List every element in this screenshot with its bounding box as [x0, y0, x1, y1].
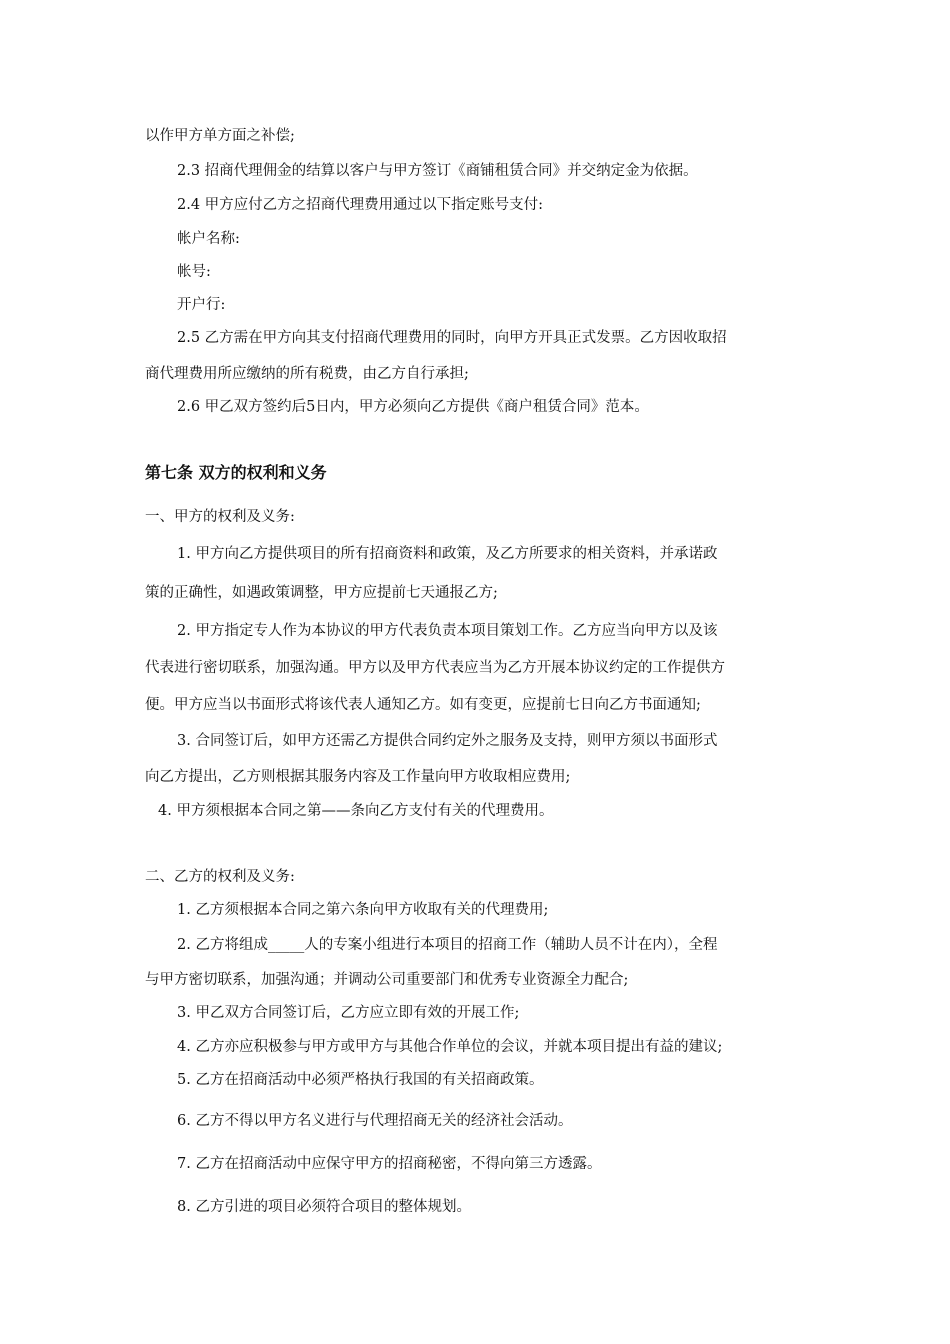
paragraph-line: 便。甲方应当以书面形式将该代表人通知乙方。如有变更，应提前七日向乙方书面通知; [145, 697, 701, 713]
party-b-item-3: 3. 甲乙双方合同签订后，乙方应立即有效的开展工作; [177, 1005, 520, 1021]
party-b-item-5: 5. 乙方在招商活动中必须严格执行我国的有关招商政策。 [177, 1072, 544, 1088]
clause-2-3: 2.3 招商代理佣金的结算以客户与甲方签订《商铺租赁合同》并交纳定金为依据。 [177, 163, 698, 179]
party-a-item-2: 2. 甲方指定专人作为本协议的甲方代表负责本项目策划工作。乙方应当向甲方以及该 [177, 623, 718, 639]
party-b-item-6: 6. 乙方不得以甲方名义进行与代理招商无关的经济社会活动。 [177, 1113, 573, 1129]
paragraph-line: 以作甲方单方面之补偿; [145, 128, 295, 144]
subsection-heading-party-b: 二、乙方的权利及义务: [145, 869, 295, 885]
account-number-label: 帐号: [177, 264, 211, 280]
party-b-item-2: 2. 乙方将组成_____人的专案小组进行本项目的招商工作（辅助人员不计在内），全程 [177, 937, 718, 953]
party-b-item-8: 8. 乙方引进的项目必须符合项目的整体规划。 [177, 1199, 471, 1215]
paragraph-line: 与甲方密切联系，加强沟通；并调动公司重要部门和优秀专业资源全力配合; [145, 972, 629, 988]
paragraph-line: 策的正确性，如遇政策调整，甲方应提前七天通报乙方; [145, 585, 498, 601]
clause-2-5: 2.5 乙方需在甲方向其支付招商代理费用的同时，向甲方开具正式发票。乙方因收取招 [177, 330, 727, 346]
party-b-item-7: 7. 乙方在招商活动中应保守甲方的招商秘密，不得向第三方透露。 [177, 1156, 602, 1172]
paragraph-line: 代表进行密切联系，加强沟通。甲方以及甲方代表应当为乙方开展本协议约定的工作提供方 [145, 660, 725, 676]
party-a-item-3: 3. 合同签订后，如甲方还需乙方提供合同约定外之服务及支持，则甲方须以书面形式 [177, 733, 718, 749]
party-a-item-1: 1. 甲方向乙方提供项目的所有招商资料和政策，及乙方所要求的相关资料，并承诺政 [177, 546, 718, 562]
party-b-item-4: 4. 乙方亦应积极参与甲方或甲方与其他合作单位的会议，并就本项目提出有益的建议; [177, 1039, 723, 1055]
paragraph-line: 向乙方提出，乙方则根据其服务内容及工作量向甲方收取相应费用; [145, 769, 571, 785]
party-a-item-4: 4. 甲方须根据本合同之第——条向乙方支付有关的代理费用。 [158, 803, 554, 819]
section-heading: 第七条 双方的权利和义务 [145, 463, 327, 482]
clause-2-6: 2.6 甲乙双方签约后5日内，甲方必须向乙方提供《商户租赁合同》范本。 [177, 399, 649, 415]
clause-2-4: 2.4 甲方应付乙方之招商代理费用通过以下指定账号支付: [177, 197, 544, 213]
account-name-label: 帐户名称: [177, 231, 240, 247]
paragraph-line: 商代理费用所应缴纳的所有税费，由乙方自行承担; [145, 366, 469, 382]
subsection-heading-party-a: 一、甲方的权利及义务: [145, 509, 295, 525]
party-b-item-1: 1. 乙方须根据本合同之第六条向甲方收取有关的代理费用; [177, 902, 549, 918]
bank-label: 开户行: [177, 297, 226, 313]
